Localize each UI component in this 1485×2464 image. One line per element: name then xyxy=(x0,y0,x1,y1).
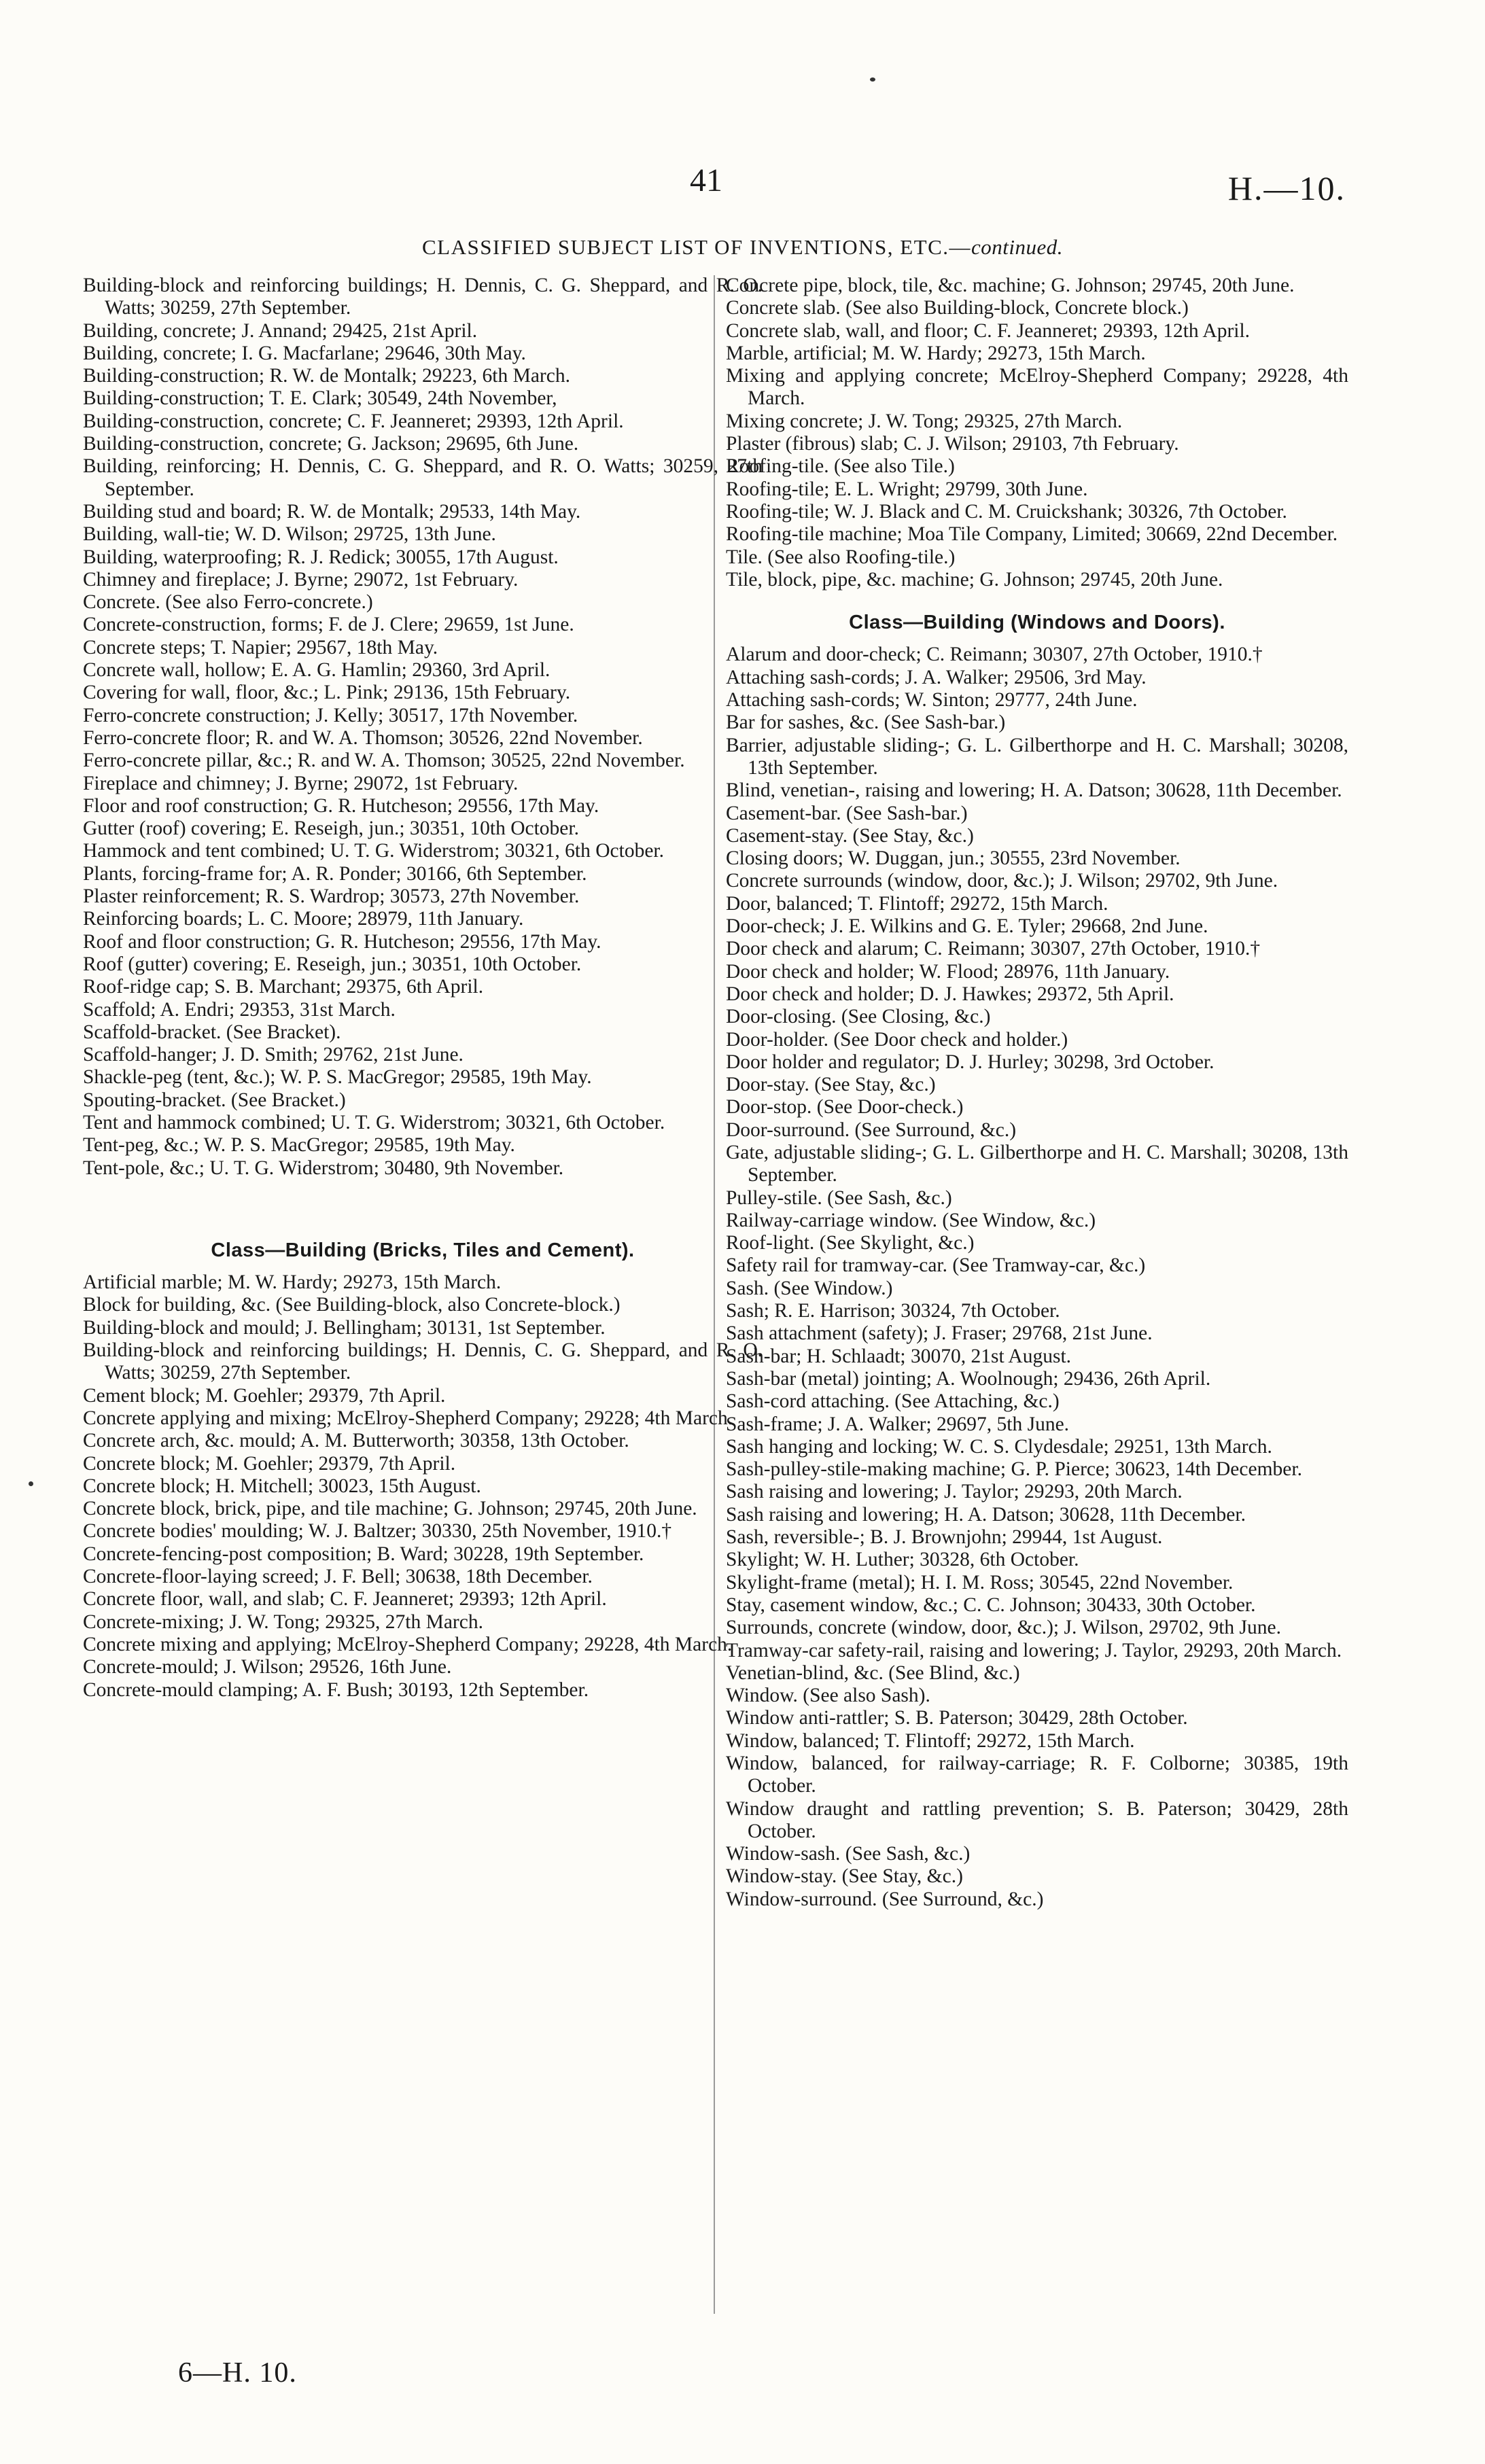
index-entry: Barrier, adjustable sliding-; G. L. Gilberthorpe and H. C. Marshall; 30208, 13th September. xyxy=(726,734,1348,779)
index-entry: Concrete pipe, block, tile, &c. machine; G. Johnson; 29745, 20th June. xyxy=(726,275,1295,296)
index-entry: Concrete-mould clamping; A. F. Bush; 30193, 12th September. xyxy=(83,1678,589,1701)
index-entry: Building-block and reinforcing buildings; H. Dennis, C. G. Sheppard, and R. O. Watts; 30259, 27th September. xyxy=(83,275,763,319)
index-entry: Blind, venetian-, raising and lowering; H. A. Datson; 30628, 11th December. xyxy=(726,779,1342,802)
index-entry: Door check and holder; W. Flood; 28976, 11th January. xyxy=(726,960,1170,983)
index-entry: Building-construction; R. W. de Montalk; 29223, 6th March. xyxy=(83,365,570,387)
index-entry: Roofing-tile; W. J. Black and C. M. Cruickshank; 30326, 7th October. xyxy=(726,500,1287,523)
index-entry: Tent and hammock combined; U. T. G. Widerstrom; 30321, 6th October. xyxy=(83,1111,665,1133)
index-entry: Gate, adjustable sliding-; G. L. Gilberthorpe and H. C. Marshall; 30208, 13th September. xyxy=(726,1141,1348,1186)
index-entry: Alarum and door-check; C. Reimann; 30307, 27th October, 1910.† xyxy=(726,644,1263,666)
index-entry: Window, balanced; T. Flintoff; 29272, 15th March. xyxy=(726,1729,1135,1752)
running-title-text: CLASSIFIED SUBJECT LIST OF INVENTIONS, ETC.— xyxy=(421,235,972,259)
index-entry: Skylight-frame (metal); H. I. M. Ross; 30545, 22nd November. xyxy=(726,1571,1234,1594)
index-entry: Door-closing. (See Closing, &c.) xyxy=(726,1006,991,1028)
index-entry: Tile. (See also Roofing-tile.) xyxy=(726,546,956,568)
index-entry: Window anti-rattler; S. B. Paterson; 30429, 28th October. xyxy=(726,1707,1188,1729)
index-entry: Roofing-tile. (See also Tile.) xyxy=(726,455,955,478)
index-entry: Marble, artificial; M. W. Hardy; 29273, 15th March. xyxy=(726,342,1146,364)
index-entry: Building-block and reinforcing buildings; H. Dennis, C. G. Sheppard, and R. O. Watts; 30259, 27th September. xyxy=(83,1339,763,1384)
index-entry: Cement block; M. Goehler; 29379, 7th April. xyxy=(83,1384,446,1407)
index-entry: Bar for sashes, &c. (See Sash-bar.) xyxy=(726,711,1006,734)
index-entry: Scaffold-hanger; J. D. Smith; 29762, 21st June. xyxy=(83,1044,464,1066)
index-entry: Roof-light. (See Skylight, &c.) xyxy=(726,1232,975,1254)
index-entry: Scaffold; A. Endri; 29353, 31st March. xyxy=(83,998,396,1021)
index-entry: Building, concrete; J. Annand; 29425, 21st April. xyxy=(83,319,478,342)
index-entry: Sash-bar (metal) jointing; A. Woolnough; 29436, 26th April. xyxy=(726,1367,1211,1390)
index-entry: Tent-peg, &c.; W. P. S. MacGregor; 29585, 19th May. xyxy=(83,1134,515,1157)
index-entry: Building, reinforcing; H. Dennis, C. G. Sheppard, and R. O. Watts; 30259, 27th September. xyxy=(83,455,763,500)
index-entry: Mixing and applying concrete; McElroy-Shepherd Company; 29228, 4th March. xyxy=(726,365,1348,410)
index-entry: Sash raising and lowering; J. Taylor; 29293, 20th March. xyxy=(726,1481,1183,1503)
index-entry: Venetian-blind, &c. (See Blind, &c.) xyxy=(726,1661,1020,1684)
index-entry: Window draught and rattling prevention; S. B. Paterson; 30429, 28th October. xyxy=(726,1797,1348,1842)
index-entry: Safety rail for tramway-car. (See Tramway-car, &c.) xyxy=(726,1254,1146,1277)
index-entry: Artificial marble; M. W. Hardy; 29273, 15th March. xyxy=(83,1271,502,1294)
index-entry: Concrete applying and mixing; McElroy-Shepherd Company; 29228; 4th March. xyxy=(83,1407,733,1429)
index-entry: Chimney and fireplace; J. Byrne; 29072, 1st February. xyxy=(83,568,519,591)
index-entry: Reinforcing boards; L. C. Moore; 28979, 11th January. xyxy=(83,908,524,930)
index-entry: Surrounds, concrete (window, door, &c.); J. Wilson, 29702, 9th June. xyxy=(726,1617,1281,1639)
index-entry: Door-stay. (See Stay, &c.) xyxy=(726,1074,936,1096)
index-entry: Concrete bodies' moulding; W. J. Baltzer; 30330, 25th November, 1910.† xyxy=(83,1520,672,1543)
signature-mark: 6—H. 10. xyxy=(178,2357,297,2389)
index-entry: Concrete-construction, forms; F. de J. Clere; 29659, 1st June. xyxy=(83,614,574,636)
index-entry: Door-check; J. E. Wilkins and G. E. Tyler; 29668, 2nd June. xyxy=(726,915,1208,938)
index-entry: Concrete-mixing; J. W. Tong; 29325, 27th March. xyxy=(83,1611,483,1633)
entry-list xyxy=(726,275,1348,591)
index-entry: Skylight; W. H. Luther; 30328, 6th October. xyxy=(726,1549,1079,1571)
index-entry: Casement-stay. (See Stay, &c.) xyxy=(726,824,974,847)
index-entry: Concrete surrounds (window, door, &c.); J. Wilson; 29702, 9th June. xyxy=(726,870,1278,892)
index-entry: Roof (gutter) covering; E. Reseigh, jun.; 30351, 10th October. xyxy=(83,953,582,975)
section-heading-bricks-tiles-cement: Class—Building (Bricks, Tiles and Cement). xyxy=(211,1239,635,1261)
index-entry: Gutter (roof) covering; E. Reseigh, jun.; 30351, 10th October. xyxy=(83,817,579,840)
index-entry: Ferro-concrete pillar, &c.; R. and W. A. Thomson; 30525, 22nd November. xyxy=(83,750,685,772)
entry-list xyxy=(726,644,1348,1911)
index-entry: Plaster reinforcement; R. S. Wardrop; 30573, 27th November. xyxy=(83,885,580,908)
running-title xyxy=(0,235,1485,260)
index-entry: Roof and floor construction; G. R. Hutcheson; 29556, 17th May. xyxy=(83,930,601,953)
index-entry: Concrete. (See also Ferro-concrete.) xyxy=(83,591,373,614)
index-entry: Concrete-floor-laying screed; J. F. Bell; 30638, 18th December. xyxy=(83,1566,593,1588)
index-entry: Sash attachment (safety); J. Fraser; 29768, 21st June. xyxy=(726,1322,1153,1345)
index-entry: Building, waterproofing; R. J. Redick; 30055, 17th August. xyxy=(83,546,559,568)
index-entry: Scaffold-bracket. (See Bracket). xyxy=(83,1021,341,1043)
index-entry: Sash, reversible-; B. J. Brownjohn; 29944, 1st August. xyxy=(726,1526,1163,1549)
index-entry: Concrete arch, &c. mould; A. M. Butterworth; 30358, 13th October. xyxy=(83,1430,629,1452)
index-entry: Concrete block; H. Mitchell; 30023, 15th August. xyxy=(83,1475,481,1497)
index-entry: Door-holder. (See Door check and holder.) xyxy=(726,1028,1068,1051)
index-entry: Sash. (See Window.) xyxy=(726,1277,893,1299)
index-entry: Ferro-concrete floor; R. and W. A. Thomson; 30526, 22nd November. xyxy=(83,726,643,749)
section-heading-windows-doors: Class—Building (Windows and Doors). xyxy=(849,612,1225,634)
index-entry: Stay, casement window, &c.; C. C. Johnson; 30433, 30th October. xyxy=(726,1594,1256,1616)
left-column xyxy=(83,275,763,1702)
index-entry: Sash; R. E. Harrison; 30324, 7th October. xyxy=(726,1300,1060,1322)
index-entry: Sash-bar; H. Schlaadt; 30070, 21st August. xyxy=(726,1345,1072,1367)
index-entry: Concrete wall, hollow; E. A. G. Hamlin; 29360, 3rd April. xyxy=(83,659,551,682)
index-entry: Concrete-fencing-post composition; B. Ward; 30228, 19th September. xyxy=(83,1543,644,1565)
index-entry: Building stud and board; R. W. de Montalk; 29533, 14th May. xyxy=(83,500,581,523)
index-entry: Door holder and regulator; D. J. Hurley; 30298, 3rd October. xyxy=(726,1051,1215,1073)
running-title-suffix: continued. xyxy=(971,235,1064,259)
index-entry: Attaching sash-cords; J. A. Walker; 29506, 3rd May. xyxy=(726,666,1147,688)
entry-list xyxy=(83,1271,763,1702)
index-entry: Roof-ridge cap; S. B. Marchant; 29375, 6th April. xyxy=(83,976,484,998)
index-entry: Railway-carriage window. (See Window, &c.) xyxy=(726,1209,1096,1231)
index-entry: Block for building, &c. (See Building-block, also Concrete-block.) xyxy=(83,1294,621,1316)
index-entry: Tent-pole, &c.; U. T. G. Widerstrom; 30480, 9th November. xyxy=(83,1157,564,1179)
index-entry: Roofing-tile machine; Moa Tile Company, Limited; 30669, 22nd December. xyxy=(726,523,1338,546)
index-entry: Concrete block, brick, pipe, and tile machine; G. Johnson; 29745, 20th June. xyxy=(83,1498,697,1520)
index-entry: Tramway-car safety-rail, raising and lowering; J. Taylor, 29293, 20th March. xyxy=(726,1639,1342,1661)
index-entry: Door check and alarum; C. Reimann; 30307, 27th October, 1910.† xyxy=(726,938,1261,960)
index-entry: Window. (See also Sash). xyxy=(726,1685,930,1707)
index-entry: Door-stop. (See Door-check.) xyxy=(726,1096,964,1119)
index-entry: Concrete block; M. Goehler; 29379, 7th April. xyxy=(83,1452,456,1475)
index-entry: Sash-pulley-stile-making machine; G. P. Pierce; 30623, 14th December. xyxy=(726,1458,1302,1481)
index-entry: Building-construction; T. E. Clark; 30549, 24th November, xyxy=(83,387,557,410)
index-entry: Mixing concrete; J. W. Tong; 29325, 27th March. xyxy=(726,410,1123,432)
ink-spot xyxy=(870,77,875,82)
index-entry: Window-surround. (See Surround, &c.) xyxy=(726,1888,1044,1910)
index-entry: Building-construction, concrete; G. Jackson; 29695, 6th June. xyxy=(83,433,579,455)
index-entry: Building-construction, concrete; C. F. Jeanneret; 29393, 12th April. xyxy=(83,410,624,432)
index-entry: Sash-cord attaching. (See Attaching, &c.) xyxy=(726,1390,1060,1413)
index-entry: Window, balanced, for railway-carriage; R. F. Colborne; 30385, 19th October. xyxy=(726,1753,1348,1797)
index-entry: Door-surround. (See Surround, &c.) xyxy=(726,1119,1017,1141)
index-entry: Closing doors; W. Duggan, jun.; 30555, 23rd November. xyxy=(726,847,1181,870)
index-entry: Casement-bar. (See Sash-bar.) xyxy=(726,802,968,824)
right-column xyxy=(726,275,1348,1911)
index-entry: Pulley-stile. (See Sash, &c.) xyxy=(726,1186,952,1209)
index-entry: Concrete floor, wall, and slab; C. F. Jeanneret; 29393; 12th April. xyxy=(83,1588,607,1611)
index-entry: Concrete steps; T. Napier; 29567, 18th May. xyxy=(83,636,438,658)
index-entry: Concrete slab. (See also Building-block, Concrete block.) xyxy=(726,297,1189,319)
index-entry: Shackle-peg (tent, &c.); W. P. S. MacGregor; 29585, 19th May. xyxy=(83,1066,592,1089)
index-entry: Door, balanced; T. Flintoff; 29272, 15th March. xyxy=(726,892,1108,915)
index-entry: Attaching sash-cords; W. Sinton; 29777, 24th June. xyxy=(726,689,1138,711)
index-entry: Building, wall-tie; W. D. Wilson; 29725, 13th June. xyxy=(83,523,496,546)
index-entry: Plants, forcing-frame for; A. R. Ponder; 30166, 6th September. xyxy=(83,862,587,885)
document-code: H.—10. xyxy=(1227,169,1346,207)
index-entry: Building, concrete; I. G. Macfarlane; 29646, 30th May. xyxy=(83,342,526,364)
index-entry: Ferro-concrete construction; J. Kelly; 30517, 17th November. xyxy=(83,704,578,726)
index-entry: Window-sash. (See Sash, &c.) xyxy=(726,1843,971,1865)
index-entry: Concrete slab, wall, and floor; C. F. Jeanneret; 29393, 12th April. xyxy=(726,319,1251,342)
index-entry: Concrete-mould; J. Wilson; 29526, 16th June. xyxy=(83,1656,452,1678)
index-entry: Building-block and mould; J. Bellingham; 30131, 1st September. xyxy=(83,1316,606,1339)
index-entry: Hammock and tent combined; U. T. G. Widerstrom; 30321, 6th October. xyxy=(83,840,664,862)
index-entry: Spouting-bracket. (See Bracket.) xyxy=(83,1089,346,1111)
page-number: 41 xyxy=(690,162,722,198)
index-entry: Roofing-tile; E. L. Wright; 29799, 30th June. xyxy=(726,478,1088,500)
index-entry: Door check and holder; D. J. Hawkes; 29372, 5th April. xyxy=(726,983,1174,1005)
index-entry: Covering for wall, floor, &c.; L. Pink; 29136, 15th February. xyxy=(83,682,571,704)
entry-list xyxy=(83,275,763,1180)
index-entry: Sash-frame; J. A. Walker; 29697, 5th June. xyxy=(726,1413,1070,1435)
index-entry: Window-stay. (See Stay, &c.) xyxy=(726,1865,963,1888)
index-entry: Plaster (fibrous) slab; C. J. Wilson; 29103, 7th February. xyxy=(726,433,1179,455)
index-entry: Floor and roof construction; G. R. Hutcheson; 29556, 17th May. xyxy=(83,794,599,817)
index-entry: Fireplace and chimney; J. Byrne; 29072, 1st February. xyxy=(83,772,519,794)
index-entry: Sash raising and lowering; H. A. Datson; 30628, 11th December. xyxy=(726,1503,1246,1526)
index-entry: Concrete mixing and applying; McElroy-Shepherd Company; 29228, 4th March. xyxy=(83,1633,733,1655)
index-entry: Tile, block, pipe, &c. machine; G. Johnson; 29745, 20th June. xyxy=(726,568,1223,591)
index-entry: Sash hanging and locking; W. C. S. Clydesdale; 29251, 13th March. xyxy=(726,1435,1272,1458)
ink-spot xyxy=(29,1481,33,1486)
